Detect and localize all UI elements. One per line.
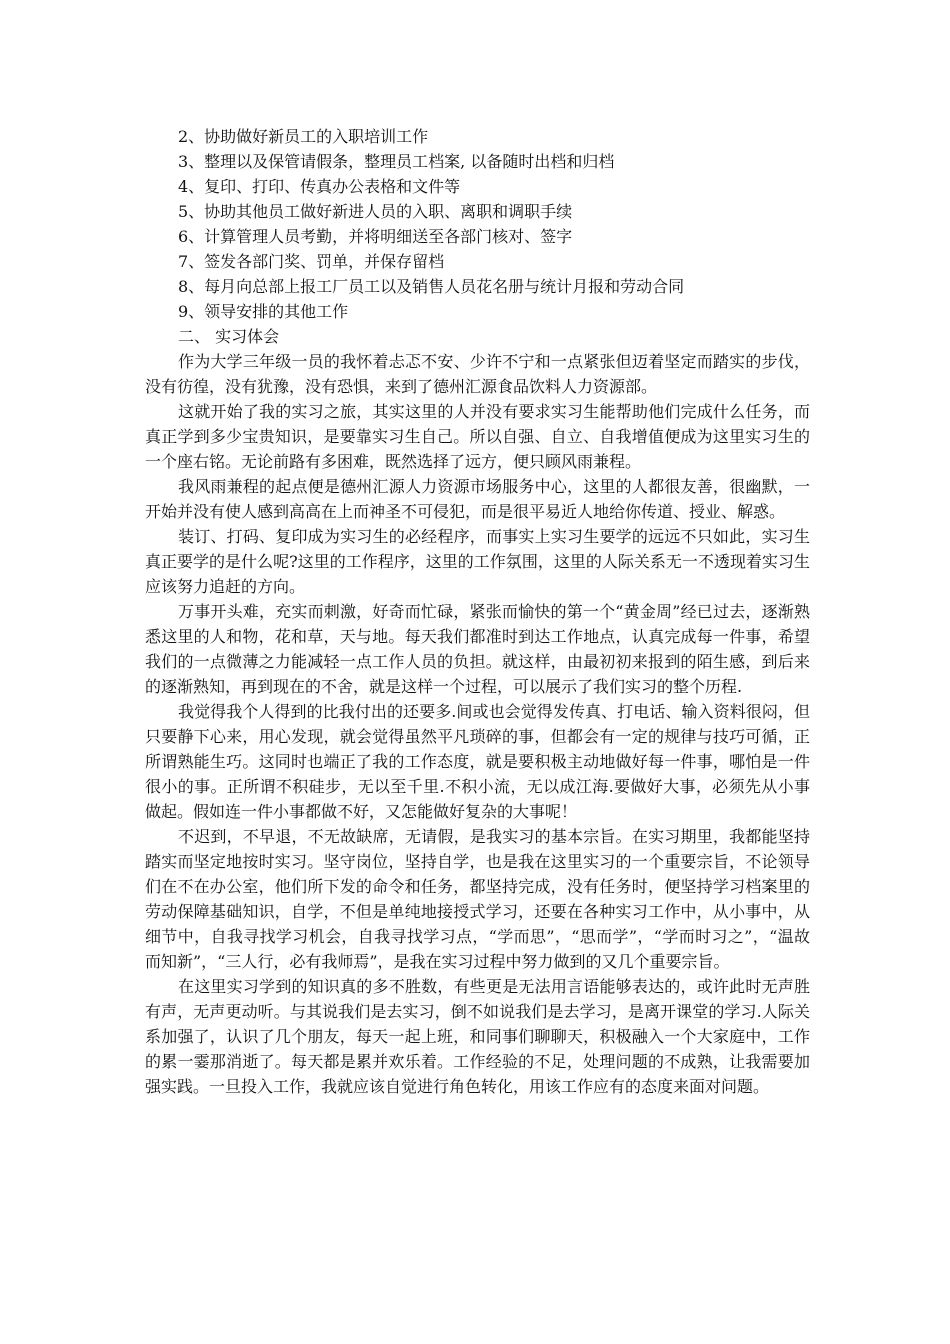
- body-paragraph: 装订、打码、复印成为实习生的必经程序，而事实上实习生要学的远远不只如此，实习生真正要学的是什么呢?这里的工作程序，这里的工作氛围，这里的人际关系无一不透现着实习生应该努力追赶的方向。: [145, 527, 810, 596]
- duty-item: 8、每月向总部上报工厂员工以及销售人员花名册与统计月报和劳动合同: [178, 277, 685, 296]
- body-paragraph: 不迟到，不早退，不无故缺席，无请假，是我实习的基本宗旨。在实习期里，我都能坚持踏实而坚定地按时实习。坚守岗位，坚持自学，也是我在这里实习的一个重要宗旨，不论领导们在不在办公室，他们所下发的命令和任务，都坚持完成，没有任务时，便坚持学习档案里的劳动保障基础知识，自学，不但是单纯地接授式学习，还要在各种实习工作中，从小事中，从细节中，自我寻找学习机会，自我寻找学习点，“学而思”，“思而学”，“学而时习之”，“温故而知新”，“三人行，必有我师焉”，是我在实习过程中努力做到的又几个重要宗旨。: [145, 827, 810, 971]
- body-paragraph: 万事开头难，充实而刺激，好奇而忙碌，紧张而愉快的第一个“黄金周”经已过去，逐渐熟悉这里的人和物，花和草，天与地。每天我们都准时到达工作地点，认真完成每一件事，希望我们的一点微薄之力能减轻一点工作人员的负担。就这样，由最初初来报到的陌生感，到后来的逐渐熟知，再到现在的不舍，就是这样一个过程，可以展示了我们实习的整个历程.: [145, 602, 810, 696]
- duty-item: 7、签发各部门奖、罚单，并保存留档: [178, 252, 445, 271]
- duty-item: 2、协助做好新员工的入职培训工作: [178, 127, 429, 146]
- duty-item: 4、复印、打印、传真办公表格和文件等: [178, 177, 461, 196]
- duty-item: 6、计算管理人员考勤，并将明细送至各部门核对、签字: [178, 227, 573, 246]
- body-paragraph: 作为大学三年级一员的我怀着忐忑不安、少许不宁和一点紧张但迈着坚定而踏实的步伐，没有彷徨，没有犹豫，没有恐惧，来到了德州汇源食品饮料人力资源部。: [145, 352, 810, 396]
- section-heading: 二、 实习体会: [178, 327, 280, 346]
- body-paragraph: 我觉得我个人得到的比我付出的还要多.间或也会觉得发传真、打电话、输入资料很闷，但只要静下心来，用心发现，就会觉得虽然平凡琐碎的事，但都会有一定的规律与技巧可循，正所谓熟能生巧。这同时也端正了我的工作态度，就是要积极主动地做好每一件事，哪怕是一件很小的事。正所谓不积硅步，无以至千里.不积小流，无以成江海.要做好大事，必须先从小事做起。假如连一件小事都做不好，又怎能做好复杂的大事呢！: [145, 702, 810, 821]
- duty-item: 5、协助其他员工做好新进人员的入职、离职和调职手续: [178, 202, 573, 221]
- body-paragraph: 我风雨兼程的起点便是德州汇源人力资源市场服务中心，这里的人都很友善，很幽默，一开始并没有使人感到高高在上而神圣不可侵犯，而是很平易近人地给你传道、授业、解惑。: [145, 477, 810, 521]
- body-paragraph: 这就开始了我的实习之旅，其实这里的人并没有要求实习生能帮助他们完成什么任务，而真正学到多少宝贵知识，是要靠实习生自己。所以自强、自立、自我增值便成为这里实习生的一个座右铭。无论前路有多困难，既然选择了远方，便只顾风雨兼程。: [145, 402, 810, 471]
- document-page: [145, 124, 810, 1099]
- body-paragraph: 在这里实习学到的知识真的多不胜数，有些更是无法用言语能够表达的，或许此时无声胜有声，无声更动听。与其说我们是去实习，倒不如说我们是去学习，是离开课堂的学习.人际关系加强了，认识了几个朋友，每天一起上班，和同事们聊聊天，积极融入一个大家庭中，工作的累一霎那消逝了。每天都是累并欢乐着。工作经验的不足，处理问题的不成熟，让我需要加强实践。一旦投入工作，我就应该自觉进行角色转化，用该工作应有的态度来面对问题。: [145, 977, 810, 1096]
- duty-item: 3、整理以及保管请假条，整理员工档案, 以备随时出档和归档: [178, 152, 615, 171]
- duty-item: 9、领导安排的其他工作: [178, 302, 349, 321]
